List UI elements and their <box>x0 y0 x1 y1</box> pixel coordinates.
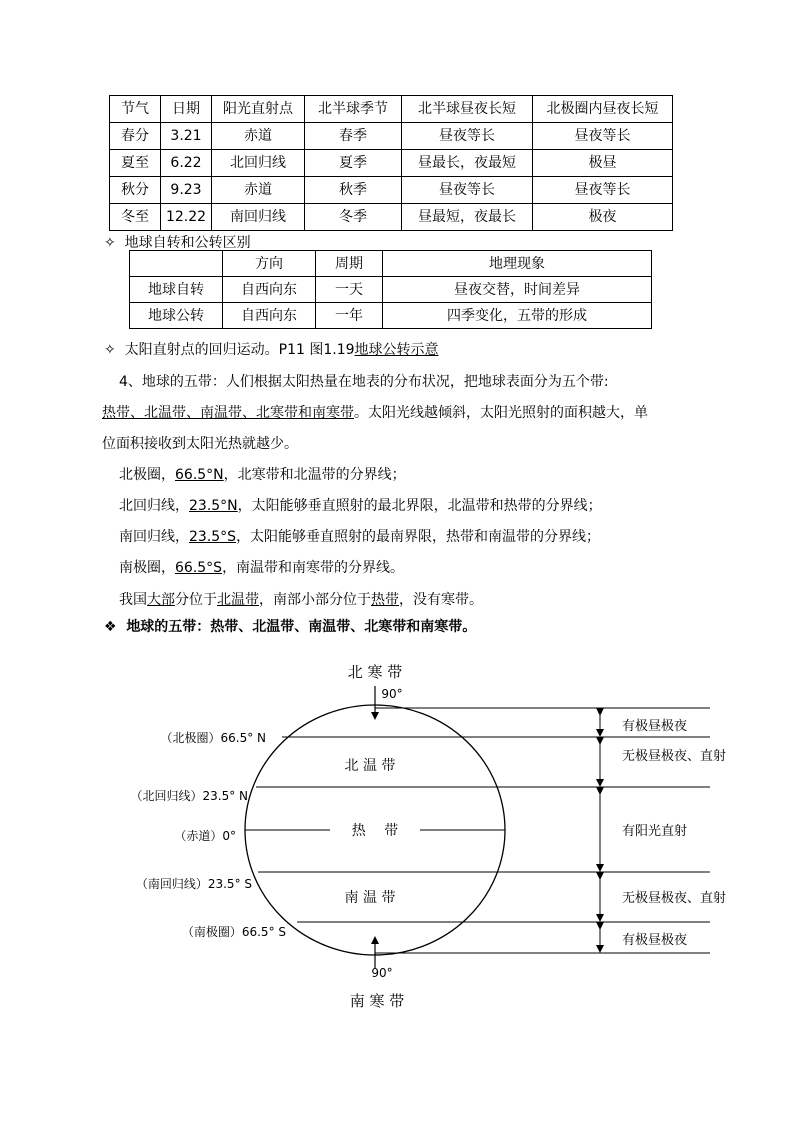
equator-label: （赤道）0° <box>174 829 236 843</box>
south-temperate-zone-label: 南 温 带 <box>344 890 396 906</box>
table-cell: 极昼 <box>533 150 673 177</box>
table-header-row <box>110 96 673 123</box>
table-cell: 3.21 <box>161 123 212 150</box>
line-text: 南极圈， <box>119 560 175 576</box>
line-text: 南回归线， <box>119 529 189 545</box>
table-header-cell <box>130 251 223 277</box>
table-header-cell: 地理现象 <box>383 251 652 277</box>
table-header-cell: 节气 <box>110 96 161 123</box>
north-frigid-zone-label: 北 寒 带 <box>347 663 403 681</box>
line-text: 北极圈， <box>119 467 175 483</box>
polar-day-night-label: 有极昼极夜 <box>622 719 688 734</box>
paragraph-line: 位面积接收到太阳光热就越少。 <box>102 436 298 452</box>
line-text: 北回归线， <box>119 498 189 514</box>
underlined-term: 热带 <box>371 592 399 608</box>
section-heading-solar-motion <box>104 339 439 359</box>
line-text: ，北寒带和北温带的分界线； <box>223 467 406 483</box>
table-cell: 秋季 <box>305 177 402 204</box>
table-cell: 春分 <box>110 123 161 150</box>
five-zones-diagram <box>0 650 794 1030</box>
tropical-zone-label: 热 带 <box>351 823 399 839</box>
direct-sunlight-label: 有阳光直射 <box>622 824 688 839</box>
table-cell: 秋分 <box>110 177 161 204</box>
table-cell: 夏至 <box>110 150 161 177</box>
antarctic-circle-line <box>119 557 404 577</box>
polar-day-night-label: 有极昼极夜 <box>622 933 688 948</box>
line-text: ，南部小部分位于 <box>259 592 371 608</box>
four-diamond-bullet-icon: ❖ <box>104 619 117 635</box>
tropic-cancer-line <box>119 495 602 515</box>
underlined-term: 北温带 <box>217 592 259 608</box>
no-polar-day-label: 无极昼极夜、直射 <box>622 891 727 906</box>
table-cell: 冬季 <box>305 204 402 231</box>
table-cell: 极夜 <box>533 204 673 231</box>
table-cell: 地球自转 <box>130 277 223 303</box>
table-header-cell: 北半球昼夜长短 <box>402 96 533 123</box>
table-row <box>110 177 673 204</box>
table-cell: 冬至 <box>110 204 161 231</box>
north-temperate-zone-label: 北 温 带 <box>344 758 396 774</box>
table-header-cell: 阳光直射点 <box>212 96 305 123</box>
table-row <box>130 303 652 329</box>
table-cell: 地球公转 <box>130 303 223 329</box>
table-cell: 9.23 <box>161 177 212 204</box>
table-cell: 赤道 <box>212 123 305 150</box>
table-cell: 一年 <box>316 303 383 329</box>
latitude-value: 23.5°N <box>189 498 238 514</box>
tropic-capricorn-label: （南回归线）23.5° S <box>135 877 252 891</box>
table-row <box>110 204 673 231</box>
seasons-table <box>109 95 673 231</box>
section-title: 地球自转和公转区别 <box>124 235 251 251</box>
diamond-outline-icon: ✧ <box>104 235 116 251</box>
china-zones-line <box>119 589 483 609</box>
table-row <box>130 277 652 303</box>
table-cell: 北回归线 <box>212 150 305 177</box>
paragraph-line <box>102 402 648 422</box>
table-cell: 赤道 <box>212 177 305 204</box>
tropic-capricorn-line <box>119 526 600 546</box>
diamond-outline-icon: ✧ <box>104 342 116 358</box>
table-cell: 夏季 <box>305 150 402 177</box>
table-cell: 一天 <box>316 277 383 303</box>
table-cell: 昼夜等长 <box>533 177 673 204</box>
arctic-circle-label: （北极圈）66.5° N <box>160 731 266 745</box>
figure-link[interactable]: 地球公转示意 <box>354 342 439 358</box>
line-text: 分位于 <box>175 592 217 608</box>
table-header-cell: 日期 <box>161 96 212 123</box>
table-cell: 昼夜等长 <box>533 123 673 150</box>
paragraph-line: 4、地球的五带：人们根据太阳热量在地表的分布状况，把地球表面分为五个带: <box>119 374 609 390</box>
table-cell: 南回归线 <box>212 204 305 231</box>
line-text: ，没有寒带。 <box>399 592 483 608</box>
table-cell: 自西向东 <box>223 277 316 303</box>
table-cell: 昼最短，夜最长 <box>402 204 533 231</box>
table-cell: 昼最长，夜最短 <box>402 150 533 177</box>
section-title: 地球的五带：热带、北温带、南温带、北寒带和南寒带。 <box>126 619 477 635</box>
table-cell: 昼夜等长 <box>402 123 533 150</box>
five-zones-underlined: 热带、北温带、南温带、北寒带和南寒带 <box>102 405 354 421</box>
no-polar-day-label: 无极昼极夜、直射 <box>622 749 727 764</box>
table-cell: 昼夜交替，时间差异 <box>383 277 652 303</box>
line-text: ，南温带和南寒带的分界线。 <box>222 560 405 576</box>
rotation-revolution-table <box>129 250 652 329</box>
table-header-cell: 方向 <box>223 251 316 277</box>
section-heading-five-zones <box>104 616 476 636</box>
latitude-value: 66.5°N <box>175 467 224 483</box>
paragraph-text: 。太阳光线越倾斜，太阳光照射的面积越大，单 <box>354 405 648 421</box>
north-pole-degree-label: 90° <box>381 687 403 701</box>
south-pole-degree-label: 90° <box>371 966 393 980</box>
antarctic-circle-label: （南极圈）66.5° S <box>181 925 286 939</box>
arctic-circle-line <box>119 464 406 484</box>
section-text: 太阳直射点的回归运动。P11 图1.19 <box>124 342 355 358</box>
line-text: ，太阳能够垂直照射的最南界限，热带和南温带的分界线； <box>236 529 601 545</box>
section-heading-rotation <box>104 232 251 252</box>
table-cell: 12.22 <box>161 204 212 231</box>
latitude-value: 66.5°S <box>175 560 223 576</box>
table-header-row <box>130 251 652 277</box>
table-header-cell: 周期 <box>316 251 383 277</box>
table-cell: 四季变化，五带的形成 <box>383 303 652 329</box>
table-cell: 自西向东 <box>223 303 316 329</box>
table-cell: 6.22 <box>161 150 212 177</box>
line-text: ，太阳能够垂直照射的最北界限，北温带和热带的分界线； <box>237 498 602 514</box>
table-header-cell: 北半球季节 <box>305 96 402 123</box>
table-header-cell: 北极圈内昼夜长短 <box>533 96 673 123</box>
south-frigid-zone-label: 南 寒 带 <box>349 992 405 1010</box>
table-cell: 春季 <box>305 123 402 150</box>
table-row <box>110 123 673 150</box>
line-text: 我国 <box>119 592 147 608</box>
tropic-cancer-label: （北回归线）23.5° N <box>130 789 248 803</box>
underlined-term: 大部 <box>147 592 175 608</box>
latitude-value: 23.5°S <box>189 529 237 545</box>
table-row <box>110 150 673 177</box>
table-cell: 昼夜等长 <box>402 177 533 204</box>
